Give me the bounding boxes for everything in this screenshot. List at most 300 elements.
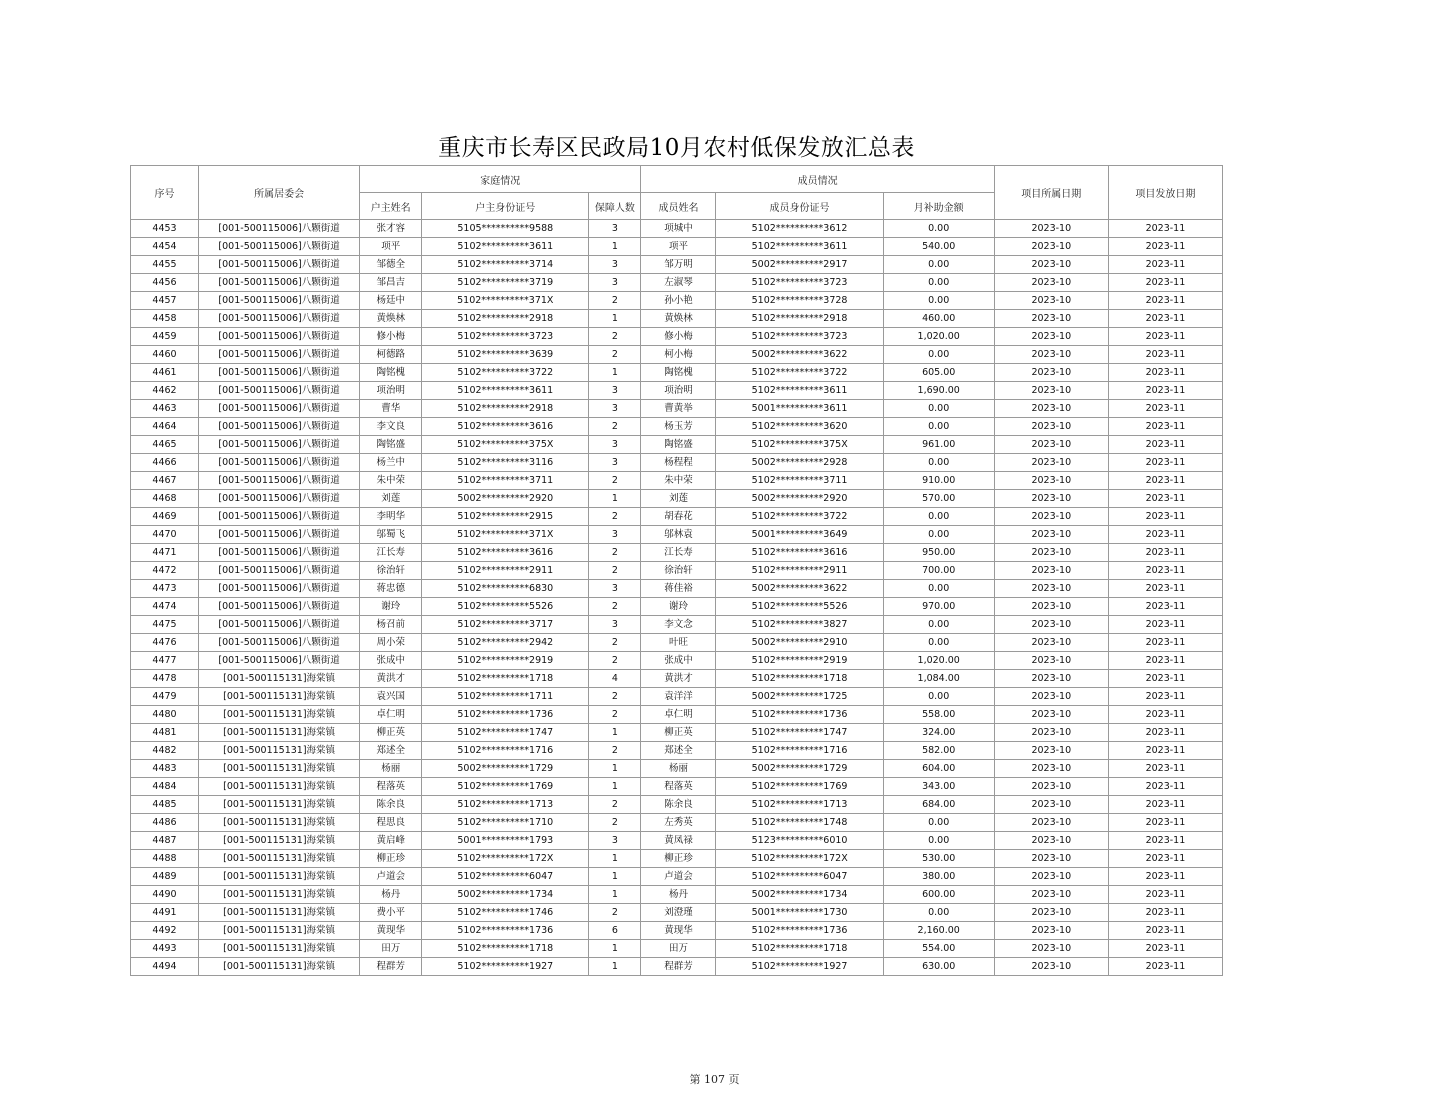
cell-period: 2023-10 (994, 652, 1108, 670)
cell-count: 1 (589, 940, 641, 958)
cell-head-name: 费小平 (360, 904, 422, 922)
cell-member-name: 卢道会 (641, 868, 716, 886)
table-row (131, 832, 1223, 850)
cell-pay-date: 2023-11 (1108, 850, 1222, 868)
cell-head-id: 5102**********3717 (422, 616, 589, 634)
cell-head-id: 5102**********1711 (422, 688, 589, 706)
cell-head-name: 卓仁明 (360, 706, 422, 724)
cell-head-name: 修小梅 (360, 328, 422, 346)
cell-period: 2023-10 (994, 832, 1108, 850)
cell-pay-date: 2023-11 (1108, 778, 1222, 796)
cell-head-name: 杨召前 (360, 616, 422, 634)
cell-committee: [001-500115006]八颗街道 (199, 346, 360, 364)
cell-amount: 0.00 (883, 400, 994, 418)
cell-seq: 4453 (131, 220, 199, 238)
table-row (131, 796, 1223, 814)
table-row (131, 328, 1223, 346)
cell-member-name: 程落英 (641, 778, 716, 796)
cell-count: 3 (589, 832, 641, 850)
cell-count: 2 (589, 328, 641, 346)
cell-member-name: 修小梅 (641, 328, 716, 346)
cell-head-id: 5001**********1793 (422, 832, 589, 850)
cell-pay-date: 2023-11 (1108, 598, 1222, 616)
cell-amount: 0.00 (883, 616, 994, 634)
cell-seq: 4466 (131, 454, 199, 472)
cell-member-id: 5102**********5526 (716, 598, 883, 616)
cell-head-id: 5102**********3711 (422, 472, 589, 490)
cell-pay-date: 2023-11 (1108, 814, 1222, 832)
cell-head-name: 李明华 (360, 508, 422, 526)
cell-pay-date: 2023-11 (1108, 688, 1222, 706)
cell-member-name: 柳正珍 (641, 850, 716, 868)
cell-pay-date: 2023-11 (1108, 724, 1222, 742)
cell-pay-date: 2023-11 (1108, 274, 1222, 292)
cell-period: 2023-10 (994, 760, 1108, 778)
cell-head-id: 5102**********1736 (422, 922, 589, 940)
cell-seq: 4470 (131, 526, 199, 544)
cell-committee: [001-500115131]海棠镇 (199, 958, 360, 976)
cell-member-id: 5102**********2919 (716, 652, 883, 670)
cell-committee: [001-500115006]八颗街道 (199, 472, 360, 490)
cell-member-name: 项平 (641, 238, 716, 256)
cell-count: 2 (589, 904, 641, 922)
cell-head-name: 黄启峰 (360, 832, 422, 850)
cell-amount: 0.00 (883, 634, 994, 652)
table-row (131, 652, 1223, 670)
cell-member-id: 5102**********1718 (716, 940, 883, 958)
cell-amount: 0.00 (883, 832, 994, 850)
cell-amount: 0.00 (883, 220, 994, 238)
cell-committee: [001-500115131]海棠镇 (199, 670, 360, 688)
cell-amount: 700.00 (883, 562, 994, 580)
cell-pay-date: 2023-11 (1108, 382, 1222, 400)
cell-head-id: 5102**********2918 (422, 310, 589, 328)
cell-member-id: 5002**********2920 (716, 490, 883, 508)
cell-pay-date: 2023-11 (1108, 400, 1222, 418)
cell-seq: 4481 (131, 724, 199, 742)
cell-member-name: 柳正英 (641, 724, 716, 742)
cell-pay-date: 2023-11 (1108, 760, 1222, 778)
cell-member-name: 杨玉芳 (641, 418, 716, 436)
cell-amount: 570.00 (883, 490, 994, 508)
cell-pay-date: 2023-11 (1108, 958, 1222, 976)
cell-seq: 4473 (131, 580, 199, 598)
page-number: 第 107 页 (689, 1073, 740, 1086)
table-row (131, 454, 1223, 472)
cell-count: 2 (589, 544, 641, 562)
cell-head-id: 5002**********2920 (422, 490, 589, 508)
header-seq: 序号 (131, 166, 199, 220)
cell-pay-date: 2023-11 (1108, 670, 1222, 688)
cell-committee: [001-500115006]八颗街道 (199, 274, 360, 292)
table-row (131, 814, 1223, 832)
cell-member-name: 曹黄举 (641, 400, 716, 418)
table-row (131, 868, 1223, 886)
cell-count: 2 (589, 598, 641, 616)
cell-member-id: 5102**********1713 (716, 796, 883, 814)
cell-head-name: 邬蜀飞 (360, 526, 422, 544)
cell-amount: 0.00 (883, 346, 994, 364)
cell-member-id: 5102**********6047 (716, 868, 883, 886)
cell-pay-date: 2023-11 (1108, 364, 1222, 382)
cell-committee: [001-500115006]八颗街道 (199, 580, 360, 598)
cell-pay-date: 2023-11 (1108, 490, 1222, 508)
cell-count: 1 (589, 238, 641, 256)
table-row (131, 256, 1223, 274)
cell-seq: 4485 (131, 796, 199, 814)
cell-amount: 0.00 (883, 256, 994, 274)
cell-member-name: 蒋佳裕 (641, 580, 716, 598)
cell-member-name: 刘澄瑾 (641, 904, 716, 922)
cell-period: 2023-10 (994, 598, 1108, 616)
cell-pay-date: 2023-11 (1108, 742, 1222, 760)
cell-amount: 961.00 (883, 436, 994, 454)
cell-period: 2023-10 (994, 310, 1108, 328)
header-amount: 月补助金额 (883, 193, 994, 220)
cell-seq: 4467 (131, 472, 199, 490)
cell-member-id: 5102**********1747 (716, 724, 883, 742)
cell-member-name: 黄凤禄 (641, 832, 716, 850)
cell-pay-date: 2023-11 (1108, 256, 1222, 274)
cell-amount: 630.00 (883, 958, 994, 976)
header-member-id: 成员身份证号 (716, 193, 883, 220)
cell-committee: [001-500115131]海棠镇 (199, 814, 360, 832)
cell-amount: 1,084.00 (883, 670, 994, 688)
table-header (131, 166, 1223, 220)
cell-head-name: 柳正珍 (360, 850, 422, 868)
cell-pay-date: 2023-11 (1108, 436, 1222, 454)
cell-head-name: 项平 (360, 238, 422, 256)
table-row (131, 508, 1223, 526)
cell-member-name: 陈余良 (641, 796, 716, 814)
table-row (131, 616, 1223, 634)
cell-member-name: 江长寿 (641, 544, 716, 562)
cell-member-name: 孙小艳 (641, 292, 716, 310)
cell-seq: 4464 (131, 418, 199, 436)
cell-committee: [001-500115006]八颗街道 (199, 310, 360, 328)
cell-period: 2023-10 (994, 814, 1108, 832)
cell-member-name: 杨丹 (641, 886, 716, 904)
cell-head-id: 5102**********2919 (422, 652, 589, 670)
cell-member-name: 邬林袁 (641, 526, 716, 544)
cell-member-name: 黄焕林 (641, 310, 716, 328)
cell-period: 2023-10 (994, 292, 1108, 310)
cell-period: 2023-10 (994, 508, 1108, 526)
cell-seq: 4457 (131, 292, 199, 310)
cell-count: 2 (589, 742, 641, 760)
cell-committee: [001-500115131]海棠镇 (199, 904, 360, 922)
cell-period: 2023-10 (994, 706, 1108, 724)
cell-head-id: 5105**********9588 (422, 220, 589, 238)
table-body (131, 220, 1223, 976)
cell-head-id: 5102**********2911 (422, 562, 589, 580)
cell-member-id: 5102**********3723 (716, 328, 883, 346)
cell-head-name: 柳正英 (360, 724, 422, 742)
cell-period: 2023-10 (994, 544, 1108, 562)
table-row (131, 364, 1223, 382)
cell-member-id: 5102**********3620 (716, 418, 883, 436)
cell-pay-date: 2023-11 (1108, 310, 1222, 328)
cell-head-name: 邹昌吉 (360, 274, 422, 292)
cell-seq: 4454 (131, 238, 199, 256)
table-row (131, 418, 1223, 436)
table-row (131, 292, 1223, 310)
cell-amount: 1,020.00 (883, 328, 994, 346)
cell-member-name: 张成中 (641, 652, 716, 670)
cell-amount: 540.00 (883, 238, 994, 256)
cell-head-id: 5002**********1734 (422, 886, 589, 904)
cell-count: 3 (589, 382, 641, 400)
cell-amount: 684.00 (883, 796, 994, 814)
cell-count: 3 (589, 616, 641, 634)
cell-committee: [001-500115006]八颗街道 (199, 526, 360, 544)
cell-head-id: 5102**********2942 (422, 634, 589, 652)
cell-member-id: 5102**********3827 (716, 616, 883, 634)
cell-head-name: 郑述全 (360, 742, 422, 760)
cell-committee: [001-500115006]八颗街道 (199, 238, 360, 256)
cell-member-id: 5001**********3611 (716, 400, 883, 418)
cell-period: 2023-10 (994, 670, 1108, 688)
cell-amount: 0.00 (883, 508, 994, 526)
cell-member-name: 朱中荣 (641, 472, 716, 490)
cell-committee: [001-500115006]八颗街道 (199, 292, 360, 310)
cell-seq: 4480 (131, 706, 199, 724)
cell-committee: [001-500115006]八颗街道 (199, 562, 360, 580)
cell-amount: 950.00 (883, 544, 994, 562)
table-row (131, 544, 1223, 562)
cell-pay-date: 2023-11 (1108, 904, 1222, 922)
cell-period: 2023-10 (994, 922, 1108, 940)
cell-seq: 4484 (131, 778, 199, 796)
cell-amount: 0.00 (883, 418, 994, 436)
header-committee: 所属居委会 (199, 166, 360, 220)
cell-committee: [001-500115006]八颗街道 (199, 454, 360, 472)
cell-period: 2023-10 (994, 742, 1108, 760)
cell-period: 2023-10 (994, 454, 1108, 472)
cell-count: 1 (589, 364, 641, 382)
cell-head-name: 张才容 (360, 220, 422, 238)
cell-member-id: 5002**********3622 (716, 580, 883, 598)
cell-seq: 4494 (131, 958, 199, 976)
cell-member-name: 刘莲 (641, 490, 716, 508)
header-family-group: 家庭情况 (360, 166, 641, 193)
cell-period: 2023-10 (994, 580, 1108, 598)
cell-committee: [001-500115006]八颗街道 (199, 328, 360, 346)
cell-member-id: 5001**********3649 (716, 526, 883, 544)
cell-member-name: 左秀英 (641, 814, 716, 832)
cell-pay-date: 2023-11 (1108, 832, 1222, 850)
cell-head-id: 5102**********375X (422, 436, 589, 454)
cell-seq: 4477 (131, 652, 199, 670)
cell-pay-date: 2023-11 (1108, 868, 1222, 886)
cell-seq: 4463 (131, 400, 199, 418)
cell-committee: [001-500115006]八颗街道 (199, 418, 360, 436)
cell-period: 2023-10 (994, 940, 1108, 958)
cell-pay-date: 2023-11 (1108, 346, 1222, 364)
cell-head-name: 李文良 (360, 418, 422, 436)
table-row (131, 274, 1223, 292)
cell-seq: 4482 (131, 742, 199, 760)
cell-member-id: 5102**********1769 (716, 778, 883, 796)
cell-pay-date: 2023-11 (1108, 922, 1222, 940)
cell-period: 2023-10 (994, 238, 1108, 256)
header-count: 保障人数 (589, 193, 641, 220)
table-row (131, 958, 1223, 976)
header-head-id: 户主身份证号 (422, 193, 589, 220)
cell-count: 2 (589, 472, 641, 490)
cell-amount: 0.00 (883, 814, 994, 832)
cell-member-id: 5102**********375X (716, 436, 883, 454)
header-member-name: 成员姓名 (641, 193, 716, 220)
cell-member-name: 杨程程 (641, 454, 716, 472)
table-row (131, 562, 1223, 580)
cell-head-id: 5102**********3616 (422, 418, 589, 436)
cell-committee: [001-500115006]八颗街道 (199, 490, 360, 508)
table-row (131, 238, 1223, 256)
cell-member-id: 5102**********1718 (716, 670, 883, 688)
cell-head-name: 黄洪才 (360, 670, 422, 688)
cell-amount: 600.00 (883, 886, 994, 904)
cell-seq: 4475 (131, 616, 199, 634)
cell-amount: 2,160.00 (883, 922, 994, 940)
cell-committee: [001-500115131]海棠镇 (199, 742, 360, 760)
cell-member-name: 胡春花 (641, 508, 716, 526)
cell-count: 1 (589, 868, 641, 886)
cell-head-name: 黄现华 (360, 922, 422, 940)
cell-seq: 4465 (131, 436, 199, 454)
cell-amount: 0.00 (883, 904, 994, 922)
cell-head-name: 张成中 (360, 652, 422, 670)
cell-amount: 970.00 (883, 598, 994, 616)
cell-committee: [001-500115006]八颗街道 (199, 616, 360, 634)
cell-head-id: 5102**********6047 (422, 868, 589, 886)
cell-count: 1 (589, 850, 641, 868)
cell-count: 3 (589, 274, 641, 292)
cell-head-name: 卢道会 (360, 868, 422, 886)
cell-committee: [001-500115131]海棠镇 (199, 706, 360, 724)
cell-period: 2023-10 (994, 220, 1108, 238)
cell-member-id: 5102**********1736 (716, 922, 883, 940)
cell-member-name: 李文念 (641, 616, 716, 634)
cell-pay-date: 2023-11 (1108, 328, 1222, 346)
cell-head-name: 杨丽 (360, 760, 422, 778)
cell-seq: 4490 (131, 886, 199, 904)
cell-head-name: 杨廷中 (360, 292, 422, 310)
cell-count: 3 (589, 526, 641, 544)
cell-period: 2023-10 (994, 616, 1108, 634)
cell-head-id: 5102**********172X (422, 850, 589, 868)
cell-seq: 4486 (131, 814, 199, 832)
cell-head-name: 袁兴国 (360, 688, 422, 706)
cell-committee: [001-500115131]海棠镇 (199, 940, 360, 958)
cell-head-name: 程群芳 (360, 958, 422, 976)
cell-member-name: 郑述全 (641, 742, 716, 760)
cell-member-id: 5102**********3611 (716, 238, 883, 256)
cell-member-id: 5102**********3711 (716, 472, 883, 490)
cell-head-id: 5102**********3723 (422, 328, 589, 346)
cell-period: 2023-10 (994, 418, 1108, 436)
table-row (131, 724, 1223, 742)
cell-committee: [001-500115006]八颗街道 (199, 220, 360, 238)
cell-head-name: 朱中荣 (360, 472, 422, 490)
table-row (131, 634, 1223, 652)
cell-count: 3 (589, 400, 641, 418)
cell-member-name: 陶铭盛 (641, 436, 716, 454)
cell-amount: 605.00 (883, 364, 994, 382)
cell-member-id: 5102**********172X (716, 850, 883, 868)
cell-period: 2023-10 (994, 886, 1108, 904)
table-row (131, 688, 1223, 706)
cell-member-id: 5102**********1748 (716, 814, 883, 832)
header-pay-date: 项目发放日期 (1108, 166, 1222, 220)
cell-count: 3 (589, 220, 641, 238)
cell-pay-date: 2023-11 (1108, 940, 1222, 958)
cell-amount: 604.00 (883, 760, 994, 778)
cell-committee: [001-500115006]八颗街道 (199, 652, 360, 670)
cell-committee: [001-500115006]八颗街道 (199, 256, 360, 274)
header-period: 项目所属日期 (994, 166, 1108, 220)
cell-amount: 0.00 (883, 454, 994, 472)
cell-seq: 4471 (131, 544, 199, 562)
cell-committee: [001-500115131]海棠镇 (199, 724, 360, 742)
cell-count: 2 (589, 634, 641, 652)
cell-pay-date: 2023-11 (1108, 616, 1222, 634)
cell-committee: [001-500115131]海棠镇 (199, 688, 360, 706)
cell-head-id: 5102**********2918 (422, 400, 589, 418)
cell-head-id: 5102**********3116 (422, 454, 589, 472)
cell-period: 2023-10 (994, 850, 1108, 868)
cell-period: 2023-10 (994, 634, 1108, 652)
table-row (131, 310, 1223, 328)
cell-pay-date: 2023-11 (1108, 544, 1222, 562)
cell-amount: 530.00 (883, 850, 994, 868)
cell-head-id: 5102**********1769 (422, 778, 589, 796)
cell-count: 2 (589, 796, 641, 814)
cell-count: 3 (589, 256, 641, 274)
cell-head-id: 5102**********1927 (422, 958, 589, 976)
table-row (131, 580, 1223, 598)
cell-head-name: 柯德路 (360, 346, 422, 364)
cell-seq: 4488 (131, 850, 199, 868)
cell-seq: 4483 (131, 760, 199, 778)
cell-seq: 4462 (131, 382, 199, 400)
cell-head-name: 邹德全 (360, 256, 422, 274)
cell-count: 2 (589, 418, 641, 436)
cell-committee: [001-500115131]海棠镇 (199, 850, 360, 868)
cell-head-id: 5102**********3611 (422, 382, 589, 400)
cell-period: 2023-10 (994, 724, 1108, 742)
cell-count: 2 (589, 706, 641, 724)
cell-count: 1 (589, 886, 641, 904)
cell-seq: 4492 (131, 922, 199, 940)
cell-head-id: 5102**********2915 (422, 508, 589, 526)
page-title: 重庆市长寿区民政局10月农村低保发放汇总表 (438, 135, 915, 161)
cell-member-id: 5102**********1736 (716, 706, 883, 724)
cell-count: 2 (589, 814, 641, 832)
cell-head-id: 5102**********1716 (422, 742, 589, 760)
cell-amount: 460.00 (883, 310, 994, 328)
cell-member-name: 陶铭槐 (641, 364, 716, 382)
table-row (131, 220, 1223, 238)
cell-count: 2 (589, 688, 641, 706)
table-row (131, 346, 1223, 364)
cell-pay-date: 2023-11 (1108, 508, 1222, 526)
cell-period: 2023-10 (994, 346, 1108, 364)
cell-period: 2023-10 (994, 526, 1108, 544)
cell-head-name: 杨丹 (360, 886, 422, 904)
cell-head-name: 徐治轩 (360, 562, 422, 580)
cell-seq: 4460 (131, 346, 199, 364)
